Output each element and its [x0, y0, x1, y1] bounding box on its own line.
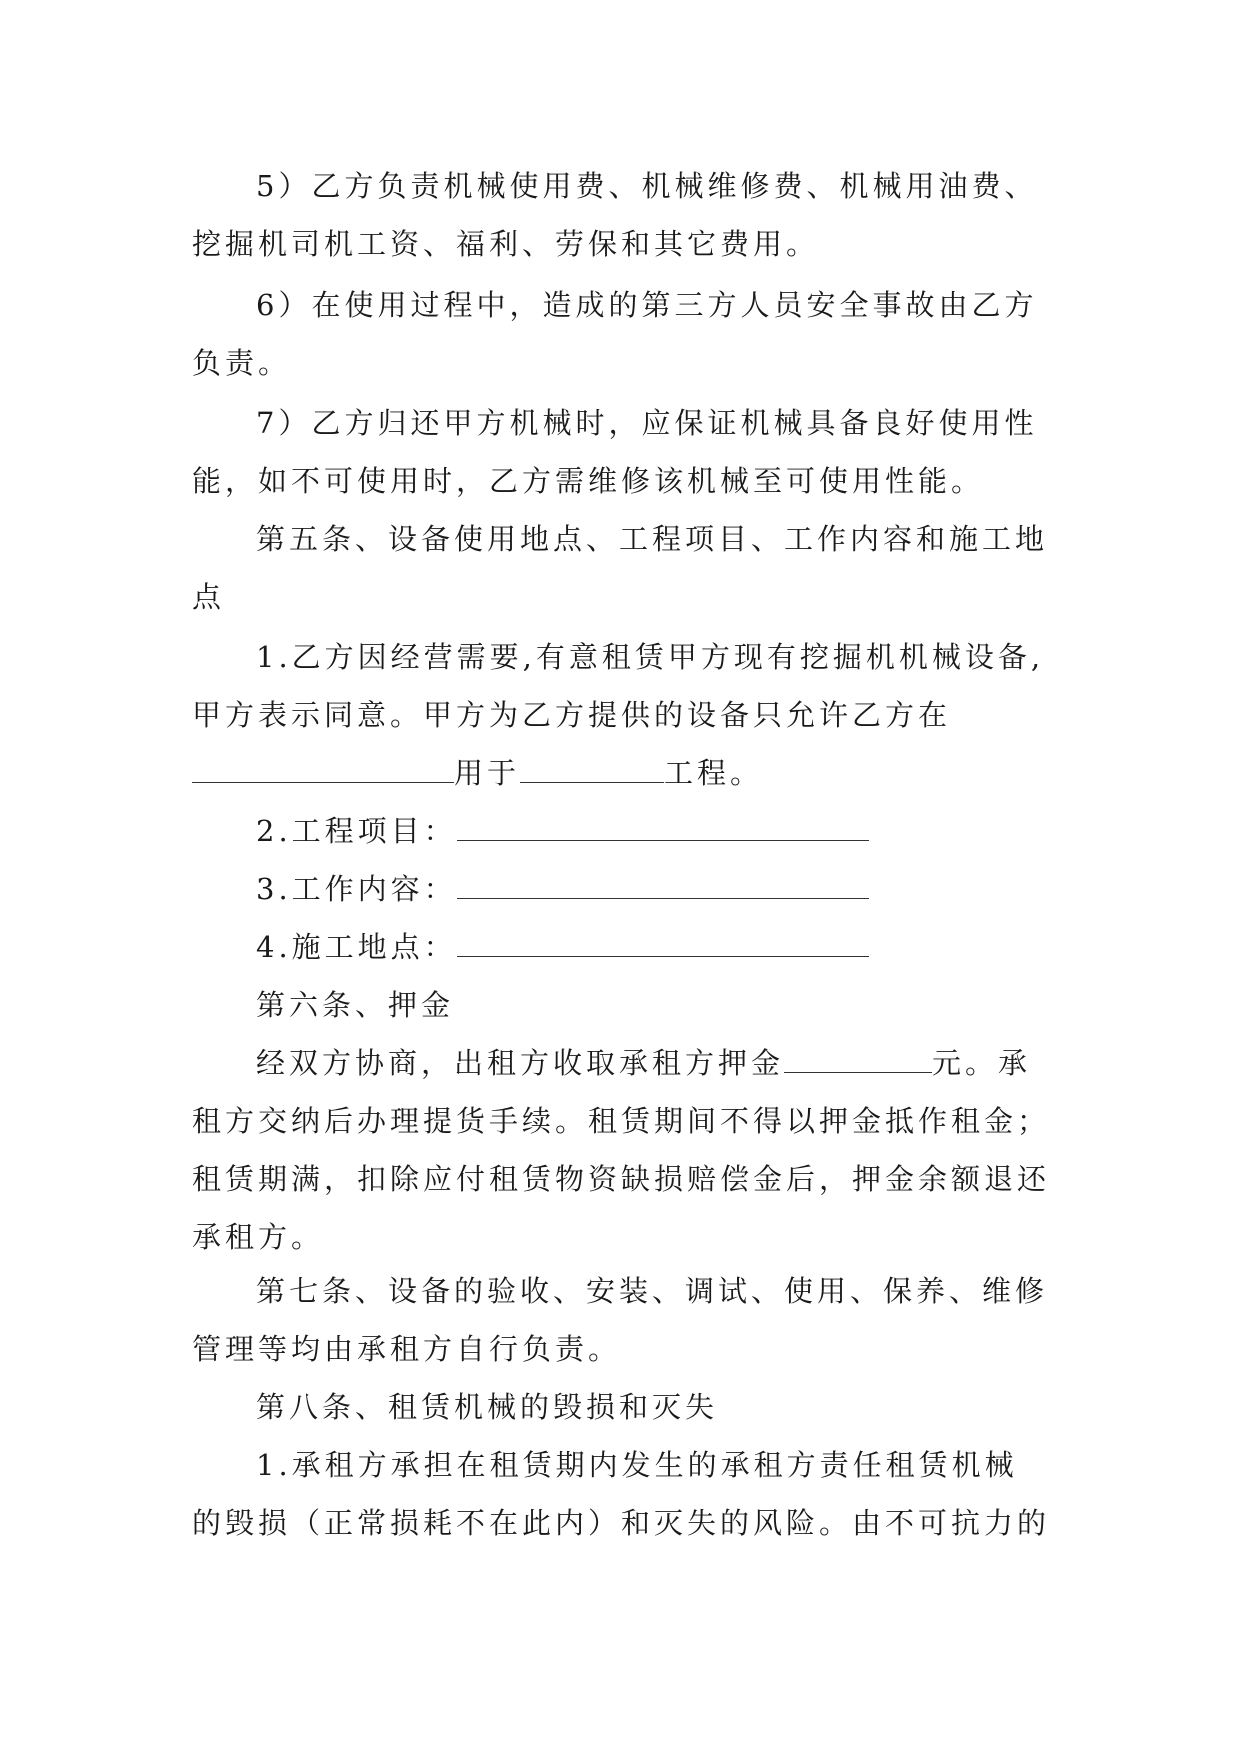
article-8-heading — [192, 1378, 1056, 1436]
text-line — [192, 744, 1056, 802]
clause-item-5 — [192, 157, 1056, 273]
deposit-amount-blank — [784, 1038, 932, 1073]
text-line: 7）乙方归还甲方机械时，应保证机械具备良好使用性 — [256, 406, 1038, 440]
text-line: 第八条、租赁机械的毁损和灭失 — [256, 1390, 719, 1424]
text-line: 租赁期满，扣除应付租赁物资缺损赔偿金后，押金余额退还 — [192, 1162, 1051, 1196]
article-5-item-4 — [192, 918, 1056, 976]
work-content-blank — [457, 864, 869, 899]
text-line — [192, 802, 1056, 860]
article-5-item-3 — [192, 860, 1056, 918]
text-line: 负责。 — [192, 346, 292, 380]
used-for-label: 用于 — [454, 756, 521, 790]
text-line: 第七条、设备的验收、安装、调试、使用、保养、维修 — [256, 1274, 1049, 1308]
deposit-text: 元。承 — [932, 1046, 1032, 1080]
site-location-blank — [457, 922, 869, 957]
text-line: 能，如不可使用时，乙方需维修该机械至可使用性能。 — [192, 464, 985, 498]
project-name-blank — [457, 806, 869, 841]
clause-item-6 — [192, 276, 1056, 392]
text-line: 甲方表示同意。甲方为乙方提供的设备只允许乙方在 — [192, 698, 952, 732]
deposit-text: 经双方协商，出租方收取承租方押金 — [256, 1046, 785, 1080]
field-label: 4.施工地点： — [256, 930, 457, 964]
text-line: 点 — [192, 580, 226, 614]
text-line: 5）乙方负责机械使用费、机械维修费、机械用油费、 — [256, 169, 1038, 203]
text-line: 第六条、押金 — [256, 988, 455, 1022]
article-5-item-1 — [192, 628, 1056, 802]
clause-item-7 — [192, 394, 1056, 510]
article-5-heading — [192, 510, 1056, 626]
text-line: 挖掘机司机工资、福利、劳保和其它费用。 — [192, 227, 820, 261]
text-line: 的毁损（正常损耗不在此内）和灭失的风险。由不可抗力的 — [192, 1506, 1051, 1540]
article-5-item-2 — [192, 802, 1056, 860]
article-8-item-1 — [192, 1436, 1056, 1552]
field-label: 2.工程项目： — [256, 814, 457, 848]
text-line: 管理等均由承租方自行负责。 — [192, 1332, 622, 1366]
text-line — [192, 1034, 1056, 1092]
article-6-heading — [192, 976, 1056, 1034]
text-line: 承租方。 — [192, 1220, 325, 1254]
text-line — [192, 860, 1056, 918]
text-line: 1.乙方因经营需要,有意租赁甲方现有挖掘机机械设备, — [256, 640, 1045, 674]
text-line: 租方交纳后办理提货手续。租赁期间不得以押金抵作租金； — [192, 1104, 1051, 1138]
project-blank — [520, 748, 664, 783]
project-suffix: 工程。 — [664, 756, 764, 790]
text-line: 6）在使用过程中，造成的第三方人员安全事故由乙方 — [256, 288, 1038, 322]
location-blank — [192, 748, 454, 783]
field-label: 3.工作内容： — [256, 872, 457, 906]
text-line — [192, 918, 1056, 976]
text-line: 1.承租方承担在租赁期内发生的承租方责任租赁机械 — [256, 1448, 1018, 1482]
article-6-body — [192, 1034, 1056, 1266]
text-line: 第五条、设备使用地点、工程项目、工作内容和施工地 — [256, 522, 1049, 556]
article-7 — [192, 1262, 1056, 1378]
